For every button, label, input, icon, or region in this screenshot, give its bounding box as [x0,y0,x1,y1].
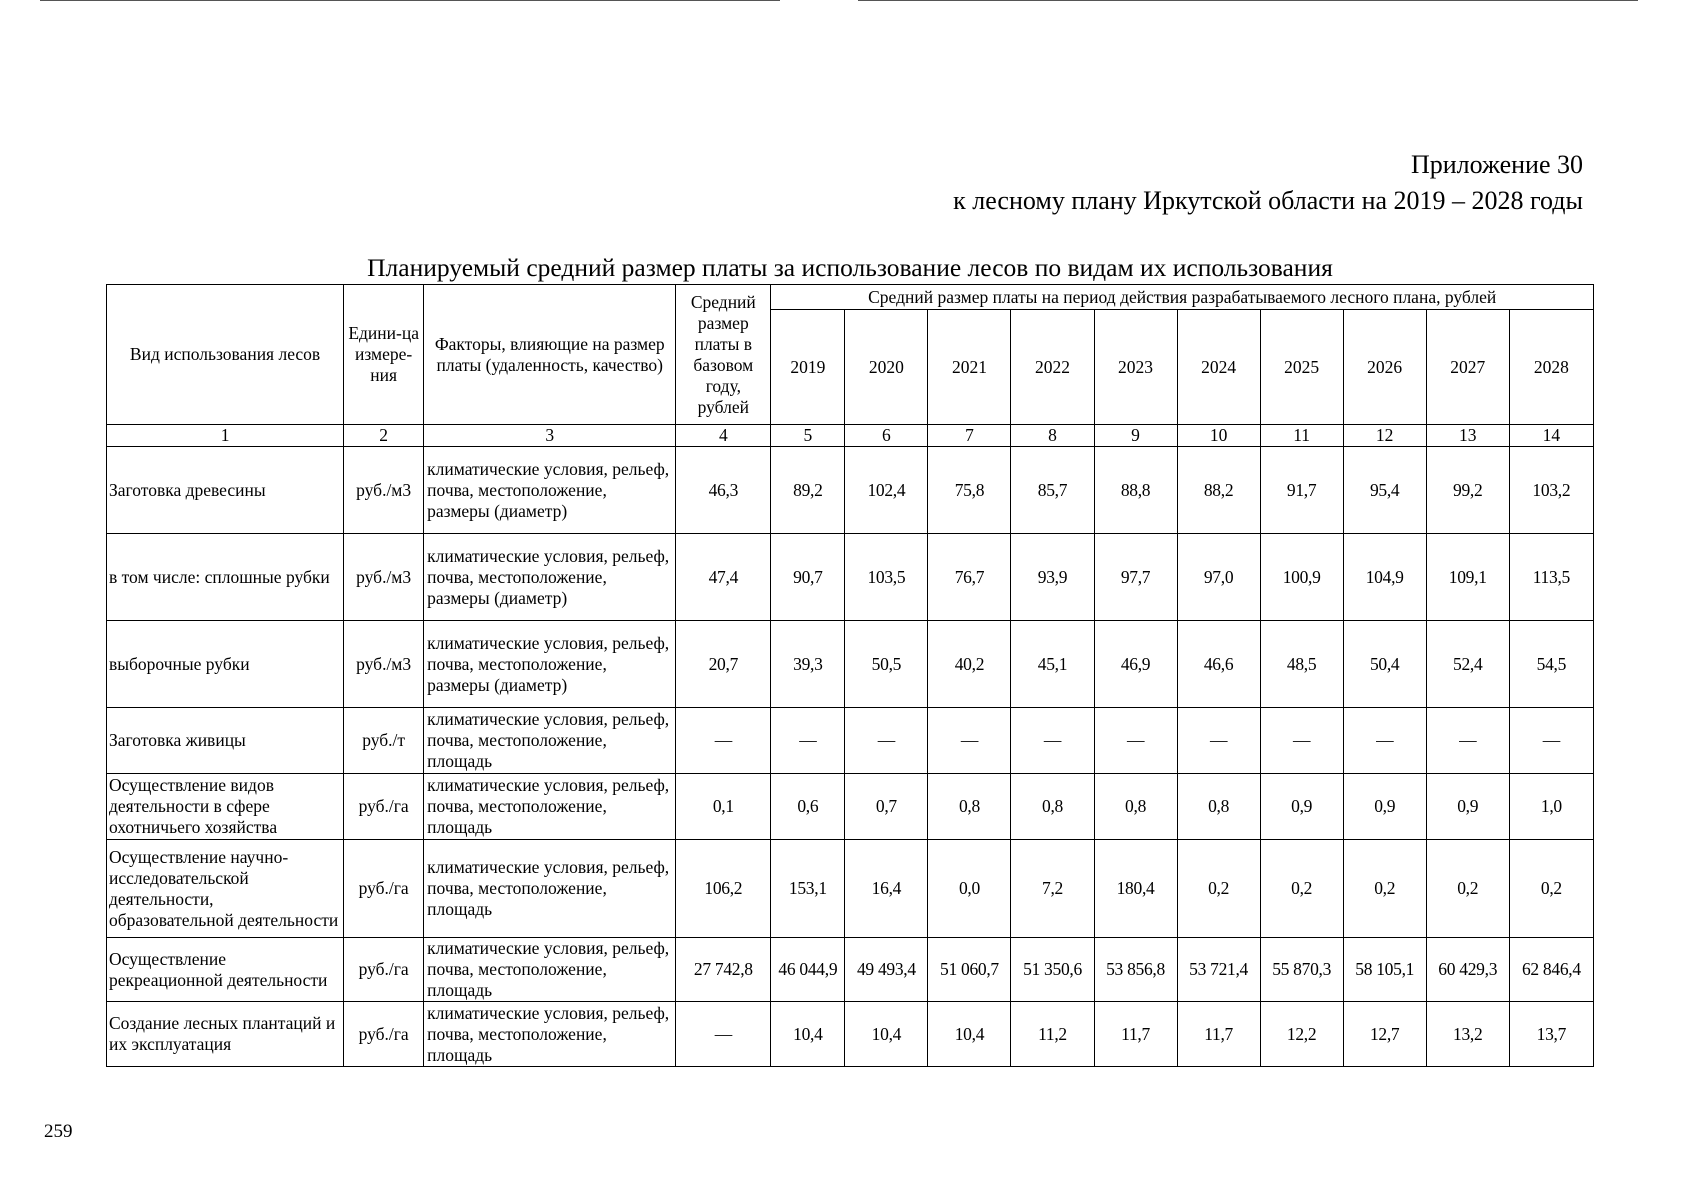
base-fee-cell: 46,3 [676,447,771,534]
unit-cell: руб./т [344,708,424,774]
year-value-cell: 11,7 [1177,1002,1260,1067]
year-value-cell: 85,7 [1011,447,1094,534]
column-number: 11 [1260,425,1343,447]
header-year: 2022 [1011,310,1094,425]
year-value-cell: 0,2 [1260,840,1343,938]
year-value-cell: 88,2 [1177,447,1260,534]
column-number: 8 [1011,425,1094,447]
header-factors: Факторы, влияющие на размер платы (удаленность, качество) [424,285,676,425]
year-value-cell: 7,2 [1011,840,1094,938]
header-row [107,285,1594,310]
use-type-cell: в том числе: сплошные рубки [107,534,344,621]
factors-cell: климатические условия, рельеф, почва, местоположение, площадь [424,840,676,938]
use-type-cell: Заготовка живицы [107,708,344,774]
year-value-cell: 39,3 [771,621,845,708]
column-number: 2 [344,425,424,447]
year-value-cell: 10,4 [928,1002,1011,1067]
column-number: 13 [1426,425,1509,447]
year-value-cell: 13,2 [1426,1002,1509,1067]
year-value-cell: — [928,708,1011,774]
base-fee-cell: 47,4 [676,534,771,621]
year-value-cell: 113,5 [1509,534,1593,621]
year-value-cell: 97,0 [1177,534,1260,621]
unit-cell: руб./га [344,1002,424,1067]
column-number: 3 [424,425,676,447]
year-value-cell: 11,2 [1011,1002,1094,1067]
year-value-cell: — [1177,708,1260,774]
factors-cell: климатические условия, рельеф, почва, местоположение, площадь [424,708,676,774]
year-value-cell: 0,2 [1509,840,1593,938]
table-row [107,621,1594,708]
header-year: 2019 [771,310,845,425]
year-value-cell: 90,7 [771,534,845,621]
base-fee-cell: 20,7 [676,621,771,708]
year-value-cell: 45,1 [1011,621,1094,708]
year-value-cell: 0,9 [1426,774,1509,840]
year-value-cell: 53 856,8 [1094,938,1177,1002]
use-type-cell: Осуществление рекреационной деятельности [107,938,344,1002]
column-number: 6 [845,425,928,447]
column-number: 12 [1343,425,1426,447]
year-value-cell: 88,8 [1094,447,1177,534]
year-value-cell: 53 721,4 [1177,938,1260,1002]
base-fee-cell: — [676,708,771,774]
header-year: 2020 [845,310,928,425]
factors-cell: климатические условия, рельеф, почва, местоположение, размеры (диаметр) [424,621,676,708]
column-number-row [107,425,1594,447]
year-value-cell: 0,7 [845,774,928,840]
use-type-cell: Заготовка древесины [107,447,344,534]
column-number: 1 [107,425,344,447]
year-value-cell: 48,5 [1260,621,1343,708]
year-value-cell: 75,8 [928,447,1011,534]
year-value-cell: 46,9 [1094,621,1177,708]
year-value-cell: 1,0 [1509,774,1593,840]
fee-table [106,284,1594,1067]
header-year: 2025 [1260,310,1343,425]
year-value-cell: — [1426,708,1509,774]
year-value-cell: 49 493,4 [845,938,928,1002]
year-value-cell: 0,0 [928,840,1011,938]
year-value-cell: 0,6 [771,774,845,840]
year-value-cell: 89,2 [771,447,845,534]
year-value-cell: 50,4 [1343,621,1426,708]
header-year: 2026 [1343,310,1426,425]
unit-cell: руб./м3 [344,621,424,708]
table-body [107,447,1594,1067]
column-number: 9 [1094,425,1177,447]
use-type-cell: Создание лесных плантаций и их эксплуатация [107,1002,344,1067]
year-value-cell: 11,7 [1094,1002,1177,1067]
year-value-cell: 13,7 [1509,1002,1593,1067]
table-row [107,774,1594,840]
appendix-title: Приложение 30 [1410,150,1583,179]
year-value-cell: 52,4 [1426,621,1509,708]
year-value-cell: — [1260,708,1343,774]
unit-cell: руб./га [344,774,424,840]
year-value-cell: 95,4 [1343,447,1426,534]
year-value-cell: 16,4 [845,840,928,938]
table-row [107,447,1594,534]
year-value-cell: 0,2 [1426,840,1509,938]
year-value-cell: 153,1 [771,840,845,938]
header-year: 2027 [1426,310,1509,425]
year-value-cell: 10,4 [771,1002,845,1067]
use-type-cell: выборочные рубки [107,621,344,708]
year-value-cell: 100,9 [1260,534,1343,621]
year-value-cell: 46 044,9 [771,938,845,1002]
factors-cell: климатические условия, рельеф, почва, местоположение, площадь [424,774,676,840]
base-fee-cell: 0,1 [676,774,771,840]
year-value-cell: 54,5 [1509,621,1593,708]
base-fee-cell: 27 742,8 [676,938,771,1002]
table-row [107,1002,1594,1067]
header-year: 2021 [928,310,1011,425]
year-value-cell: 99,2 [1426,447,1509,534]
year-value-cell: 12,2 [1260,1002,1343,1067]
unit-cell: руб./га [344,840,424,938]
scan-edge-line-left [40,0,780,1]
year-value-cell: 62 846,4 [1509,938,1593,1002]
base-fee-cell: — [676,1002,771,1067]
year-value-cell: 104,9 [1343,534,1426,621]
factors-cell: климатические условия, рельеф, почва, местоположение, размеры (диаметр) [424,534,676,621]
column-number: 7 [928,425,1011,447]
page-number: 259 [44,1121,73,1142]
year-value-cell: 10,4 [845,1002,928,1067]
year-value-cell: 103,5 [845,534,928,621]
year-value-cell: 40,2 [928,621,1011,708]
table-row [107,840,1594,938]
year-value-cell: 93,9 [1011,534,1094,621]
year-value-cell: 97,7 [1094,534,1177,621]
year-value-cell: 58 105,1 [1343,938,1426,1002]
header-year: 2024 [1177,310,1260,425]
appendix-subtitle: к лесному плану Иркутской области на 2019 – 2028 годы [953,186,1583,215]
year-value-cell: 55 870,3 [1260,938,1343,1002]
year-value-cell: — [771,708,845,774]
header-year: 2023 [1094,310,1177,425]
header-use-type: Вид использования лесов [107,285,344,425]
year-value-cell: 0,8 [928,774,1011,840]
year-value-cell: 0,2 [1177,840,1260,938]
column-number: 4 [676,425,771,447]
year-value-cell: 0,2 [1343,840,1426,938]
use-type-cell: Осуществление видов деятельности в сфере охотничьего хозяйства [107,774,344,840]
year-value-cell: 109,1 [1426,534,1509,621]
factors-cell: климатические условия, рельеф, почва, местоположение, площадь [424,1002,676,1067]
column-number: 5 [771,425,845,447]
factors-cell: климатические условия, рельеф, почва, местоположение, размеры (диаметр) [424,447,676,534]
year-value-cell: 60 429,3 [1426,938,1509,1002]
table-row [107,708,1594,774]
header-period-fee: Средний размер платы на период действия разрабатываемого лесного плана, рублей [771,285,1594,310]
year-value-cell: 50,5 [845,621,928,708]
unit-cell: руб./га [344,938,424,1002]
year-value-cell: — [1094,708,1177,774]
table-row [107,534,1594,621]
table-row [107,938,1594,1002]
year-value-cell: 0,8 [1094,774,1177,840]
year-value-cell: 0,9 [1260,774,1343,840]
year-value-cell: 0,9 [1343,774,1426,840]
year-value-cell: — [1011,708,1094,774]
year-value-cell: 102,4 [845,447,928,534]
header-base-fee: Средний размер платы в базовом году, рублей [676,285,771,425]
year-value-cell: 46,6 [1177,621,1260,708]
year-value-cell: 103,2 [1509,447,1593,534]
year-value-cell: 12,7 [1343,1002,1426,1067]
year-value-cell: 91,7 [1260,447,1343,534]
year-value-cell: 0,8 [1011,774,1094,840]
year-value-cell: 51 350,6 [1011,938,1094,1002]
year-value-cell: 0,8 [1177,774,1260,840]
header-year: 2028 [1509,310,1593,425]
base-fee-cell: 106,2 [676,840,771,938]
year-value-cell: — [845,708,928,774]
column-number: 14 [1509,425,1593,447]
header-unit: Едини-ца измере-ния [344,285,424,425]
scan-edge-line-right [858,0,1638,1]
use-type-cell: Осуществление научно-исследовательской деятельности, образовательной деятельности [107,840,344,938]
unit-cell: руб./м3 [344,534,424,621]
factors-cell: климатические условия, рельеф, почва, местоположение, площадь [424,938,676,1002]
year-value-cell: 51 060,7 [928,938,1011,1002]
year-value-cell: — [1509,708,1593,774]
year-value-cell: — [1343,708,1426,774]
year-value-cell: 76,7 [928,534,1011,621]
table-title: Планируемый средний размер платы за использование лесов по видам их использования [367,253,1333,282]
year-value-cell: 180,4 [1094,840,1177,938]
unit-cell: руб./м3 [344,447,424,534]
column-number: 10 [1177,425,1260,447]
